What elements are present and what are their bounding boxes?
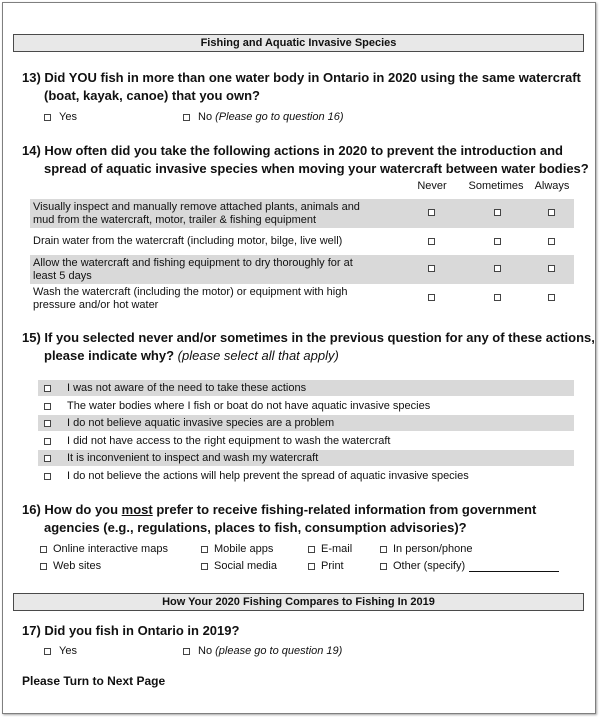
option-label: I do not believe the actions will help prevent the spread of aquatic invasive species [67, 470, 469, 482]
checkbox[interactable] [308, 546, 315, 553]
question-14-line2: spread of aquatic invasive species when moving your watercraft between water bodies? [44, 161, 589, 176]
q16-option-online-maps[interactable]: Online interactive maps [40, 542, 168, 556]
checkbox[interactable] [44, 385, 51, 392]
checkbox[interactable] [201, 563, 208, 570]
checkbox[interactable] [380, 546, 387, 553]
option-label: Yes [59, 111, 77, 123]
checkbox[interactable] [44, 455, 51, 462]
q16-option-social-media[interactable]: Social media [201, 559, 277, 573]
option-label: No [198, 645, 213, 657]
question-17: 17) Did you fish in Ontario in 2019? [22, 623, 240, 638]
checkbox[interactable] [40, 563, 47, 570]
q14-row-inspect [30, 199, 574, 228]
row-label: Allow the watercraft and fishing equipment to dry thoroughly for at least 5 days [33, 257, 353, 282]
checkbox[interactable] [183, 648, 190, 655]
never-checkbox[interactable] [428, 294, 435, 301]
q15-option[interactable] [38, 468, 574, 484]
q16-option-print[interactable]: Print [308, 559, 344, 573]
q13-no-option[interactable] [183, 110, 344, 124]
sometimes-checkbox[interactable] [494, 238, 501, 245]
column-header-always: Always [534, 180, 570, 192]
question-15-line2: please indicate why? (please select all that apply) [44, 348, 339, 363]
checkbox[interactable] [44, 114, 51, 121]
option-label: Yes [59, 645, 77, 657]
checkbox[interactable] [308, 563, 315, 570]
checkbox[interactable] [40, 546, 47, 553]
never-checkbox[interactable] [428, 265, 435, 272]
q16-option-email[interactable]: E-mail [308, 542, 352, 556]
question-16-line2: agencies (e.g., regulations, places to fish, consumption advisories)? [44, 520, 467, 535]
q16-option-other[interactable]: Other (specify) [380, 559, 559, 573]
q16-option-web-sites[interactable]: Web sites [40, 559, 101, 573]
q16-option-in-person[interactable]: In person/phone [380, 542, 473, 556]
q17-yes-option[interactable] [44, 644, 77, 658]
checkbox[interactable] [380, 563, 387, 570]
sometimes-checkbox[interactable] [494, 265, 501, 272]
specify-input-line[interactable] [469, 561, 559, 572]
q17-no-option[interactable] [183, 644, 342, 658]
q16-option-mobile-apps[interactable]: Mobile apps [201, 542, 273, 556]
section-header-fishing-comparison: How Your 2020 Fishing Compares to Fishing In 2019 [13, 593, 584, 611]
sometimes-checkbox[interactable] [494, 209, 501, 216]
checkbox[interactable] [44, 473, 51, 480]
checkbox[interactable] [44, 648, 51, 655]
checkbox[interactable] [183, 114, 190, 121]
always-checkbox[interactable] [548, 209, 555, 216]
row-label: Wash the watercraft (including the motor) or equipment with high pressure and/or hot water [33, 286, 348, 311]
option-label: It is inconvenient to inspect and wash my watercraft [67, 452, 319, 464]
q15-option[interactable] [38, 415, 574, 431]
q15-option[interactable] [38, 450, 574, 466]
q15-option[interactable] [38, 380, 574, 396]
question-13-line2: (boat, kayak, canoe) that you own? [44, 88, 260, 103]
question-16-line1: 16) How do you most prefer to receive fishing-related information from government [22, 502, 537, 517]
row-label: Drain water from the watercraft (including motor, bilge, live well) [33, 235, 343, 247]
option-note: (Please go to question 16) [215, 111, 344, 123]
q13-yes-option[interactable] [44, 110, 77, 124]
question-13-line1: 13) Did YOU fish in more than one water body in Ontario in 2020 using the same watercraft [22, 70, 581, 85]
checkbox[interactable] [44, 420, 51, 427]
question-13 [22, 69, 581, 105]
q15-option[interactable] [38, 398, 574, 414]
q14-row-wash [30, 284, 574, 313]
question-15 [22, 329, 595, 365]
q15-option[interactable] [38, 433, 574, 449]
always-checkbox[interactable] [548, 238, 555, 245]
option-label: I was not aware of the need to take these actions [67, 382, 307, 394]
row-label: Visually inspect and manually remove attached plants, animals and mud from the watercraft, motor, trailer & fishing equipment [33, 201, 360, 226]
question-15-line1: 15) If you selected never and/or sometimes in the previous question for any of these actions, [22, 330, 595, 345]
option-label: The water bodies where I fish or boat do not have aquatic invasive species [67, 400, 431, 412]
section-header-aquatic-invasive: Fishing and Aquatic Invasive Species [13, 34, 584, 52]
question-16 [22, 501, 536, 537]
checkbox[interactable] [44, 438, 51, 445]
page-footer: Please Turn to Next Page [22, 674, 166, 688]
never-checkbox[interactable] [428, 238, 435, 245]
question-14 [22, 142, 589, 178]
option-label: I do not believe aquatic invasive species are a problem [67, 417, 335, 429]
always-checkbox[interactable] [548, 265, 555, 272]
option-label: No [198, 111, 213, 123]
sometimes-checkbox[interactable] [494, 294, 501, 301]
always-checkbox[interactable] [548, 294, 555, 301]
column-header-sometimes: Sometimes [468, 180, 524, 192]
checkbox[interactable] [44, 403, 51, 410]
question-14-line1: 14) How often did you take the following actions in 2020 to prevent the introduction and [22, 143, 563, 158]
q14-row-dry [30, 255, 574, 284]
q14-row-drain [30, 228, 574, 257]
never-checkbox[interactable] [428, 209, 435, 216]
option-note: (please go to question 19) [215, 645, 343, 657]
checkbox[interactable] [201, 546, 208, 553]
option-label: I did not have access to the right equipment to wash the watercraft [67, 435, 391, 447]
column-header-never: Never [417, 180, 447, 192]
